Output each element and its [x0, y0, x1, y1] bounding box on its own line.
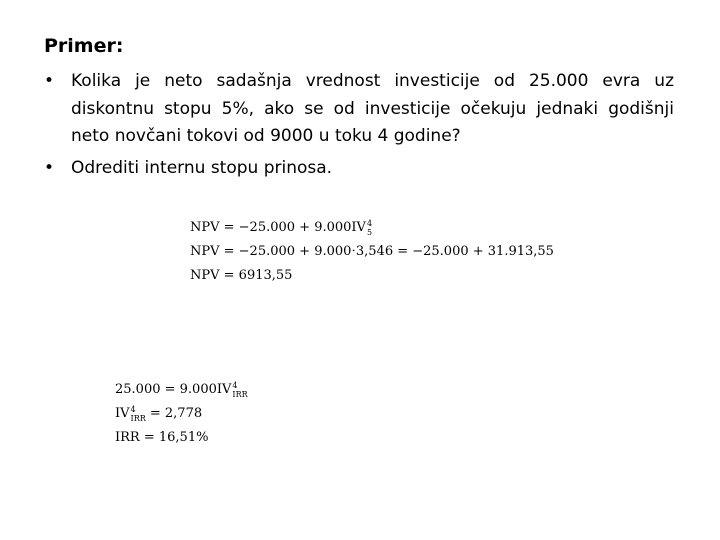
factor-scripts	[367, 219, 372, 237]
bullet-item-task	[44, 155, 674, 183]
factor-subscript: IRR	[130, 413, 146, 423]
factor-superscript: 4	[130, 404, 136, 414]
factor-symbol: IV	[115, 406, 130, 421]
factor-superscript: 4	[366, 218, 373, 228]
factor-subscript: 5	[366, 227, 373, 237]
annuity-factor	[115, 402, 146, 426]
formula-text: 25.000 = 9.000	[115, 382, 217, 397]
annuity-factor	[217, 378, 248, 402]
bullet-item-question	[44, 68, 674, 151]
npv-formula-line-1	[190, 216, 554, 240]
irr-formula-block	[115, 378, 248, 450]
bullet-list	[44, 68, 674, 186]
factor-symbol: IV	[351, 220, 366, 235]
irr-formula-line-1	[115, 378, 248, 402]
factor-symbol: IV	[216, 382, 232, 397]
factor-scripts	[131, 405, 146, 423]
bullet-text: Odrediti internu stopu prinosa.	[71, 157, 333, 178]
bullet-text: Kolika je neto sadašnja vrednost investicije od 25.000 evra uz diskontnu stopu 5%, ako se od investicije očekuju jednaki godišnji neto novčani tokovi od 9000 u toku 4 godine?	[71, 71, 674, 146]
npv-formula-block	[190, 216, 554, 288]
bullet-icon: •	[44, 157, 55, 178]
heading: Primer:	[44, 35, 124, 57]
factor-superscript: 4	[232, 380, 238, 390]
npv-formula-line-2: NPV = −25.000 + 9.000⋅3,546 = −25.000 + 31.913,55	[190, 244, 554, 259]
bullet-icon: •	[44, 71, 55, 91]
npv-formula-line-3: NPV = 6913,55	[190, 268, 293, 283]
formula-text: NPV = −25.000 + 9.000	[190, 220, 352, 235]
formula-text: = 2,778	[145, 406, 203, 421]
irr-formula-line-2	[115, 402, 248, 426]
annuity-factor	[351, 216, 372, 240]
factor-scripts	[232, 381, 247, 399]
factor-subscript: IRR	[232, 389, 248, 399]
irr-formula-line-3: IRR = 16,51%	[115, 430, 209, 445]
